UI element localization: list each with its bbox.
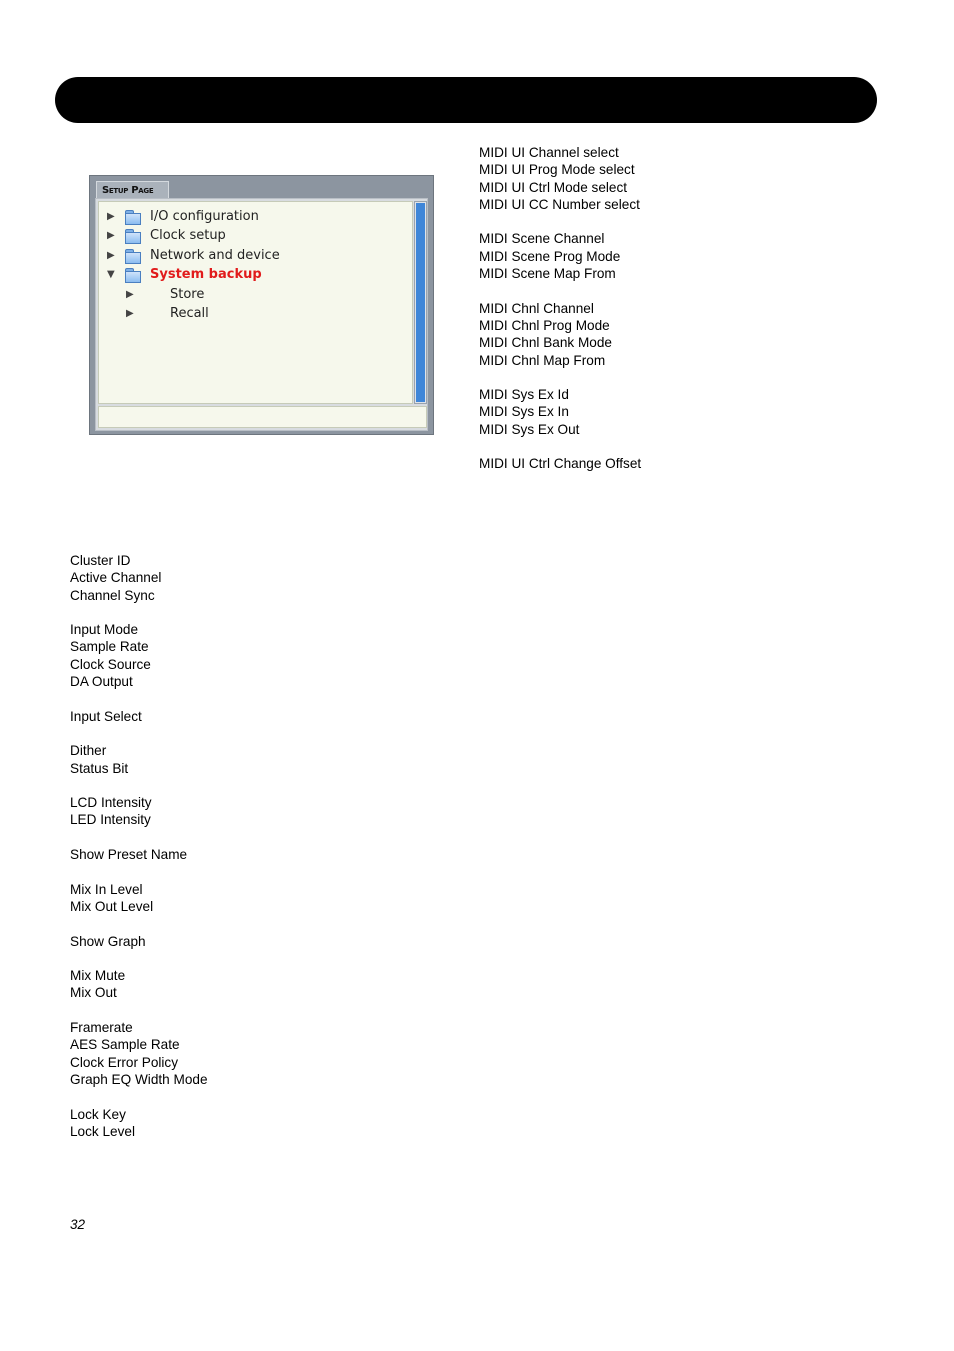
parameter-name: Graph EQ Width Mode (70, 1071, 208, 1087)
tree-item[interactable] (107, 265, 262, 284)
parameter-name: MIDI UI CC Number select (479, 196, 640, 212)
parameter-name: Mix Mute (70, 968, 126, 984)
tree-view (98, 201, 413, 404)
parameter-name: Lock Key (70, 1106, 126, 1122)
tree-item-label: Store (170, 287, 205, 302)
parameter-group (479, 455, 641, 472)
status-bar (98, 406, 427, 428)
parameter-group (70, 742, 208, 777)
folder-icon (125, 229, 141, 243)
parameter-name: Cluster ID (70, 553, 131, 568)
parameter-name: Active Channel (70, 570, 162, 586)
tree-item[interactable] (107, 246, 280, 265)
folder-icon (125, 210, 141, 224)
collapsed-arrow-icon[interactable]: ▶ (107, 250, 115, 261)
parameter-name: Channel Sync (70, 587, 155, 603)
parameter-name: Show Graph (70, 933, 146, 949)
parameter-group (70, 621, 208, 690)
tree-item-label: Recall (170, 306, 209, 321)
system-parameter-list (70, 552, 208, 1140)
parameter-group (479, 300, 641, 369)
parameter-group (70, 552, 208, 604)
collapsed-arrow-icon[interactable]: ▶ (126, 289, 134, 300)
parameter-name: Status Bit (70, 760, 129, 776)
parameter-group (70, 794, 208, 829)
parameter-group (70, 933, 208, 950)
parameter-name: Input Mode (70, 622, 139, 638)
parameter-name: MIDI Scene Prog Mode (479, 248, 621, 264)
folder-icon (125, 249, 141, 263)
parameter-group (70, 1106, 208, 1141)
parameter-name: MIDI Sys Ex Id (479, 387, 569, 403)
folder-icon (125, 268, 141, 282)
parameter-name: MIDI Scene Channel (479, 231, 605, 247)
collapsed-arrow-icon[interactable]: ▶ (107, 211, 115, 222)
parameter-name: AES Sample Rate (70, 1037, 180, 1053)
parameter-name: Clock Source (70, 656, 151, 672)
parameter-name: MIDI Chnl Channel (479, 300, 594, 316)
parameter-group (70, 881, 208, 916)
tree-item[interactable] (126, 304, 209, 323)
tree-item[interactable] (126, 285, 204, 304)
tree-scrollbar[interactable] (414, 201, 427, 404)
parameter-name: MIDI Chnl Bank Mode (479, 335, 612, 351)
tree-item[interactable] (107, 226, 226, 245)
parameter-name: MIDI Chnl Map From (479, 352, 606, 368)
parameter-name: Dither (70, 743, 107, 759)
setup-page-panel (95, 198, 428, 431)
parameter-name: LCD Intensity (70, 795, 152, 811)
parameter-name: Show Preset Name (70, 847, 188, 863)
parameter-name: Mix Out (70, 985, 117, 1001)
parameter-group (479, 386, 641, 438)
parameter-name: Mix Out Level (70, 898, 154, 914)
parameter-name: Clock Error Policy (70, 1054, 179, 1070)
chapter-header-bar (55, 77, 877, 123)
parameter-name: MIDI UI Prog Mode select (479, 162, 635, 178)
parameter-name: LED Intensity (70, 812, 151, 828)
scrollbar-thumb[interactable] (416, 203, 425, 402)
parameter-name: MIDI Sys Ex In (479, 404, 569, 420)
setup-page-window (89, 175, 434, 435)
parameter-name: MIDI Scene Map From (479, 266, 616, 282)
parameter-name: DA Output (70, 674, 133, 690)
parameter-name: Input Select (70, 708, 142, 724)
tree-item-label: Network and device (150, 248, 280, 263)
parameter-name: MIDI UI Channel select (479, 145, 619, 160)
tree-item[interactable] (107, 207, 259, 226)
parameter-group (70, 1019, 208, 1088)
expanded-arrow-icon[interactable]: ▼ (107, 269, 115, 280)
setup-page-tab[interactable]: Setup Page (96, 181, 169, 199)
tree-item-label: System backup (150, 267, 262, 282)
parameter-group (70, 708, 208, 725)
parameter-name: MIDI Sys Ex Out (479, 421, 580, 437)
collapsed-arrow-icon[interactable]: ▶ (126, 308, 134, 319)
parameter-name: Framerate (70, 1020, 133, 1036)
parameter-name: Sample Rate (70, 639, 149, 655)
parameter-group (479, 144, 641, 213)
tree-item-label: I/O configuration (150, 209, 259, 224)
page-number: 32 (70, 1217, 86, 1232)
parameter-name: Mix In Level (70, 881, 143, 897)
midi-parameter-list (479, 144, 641, 473)
tree-item-label: Clock setup (150, 228, 226, 243)
collapsed-arrow-icon[interactable]: ▶ (107, 230, 115, 241)
parameter-group (70, 967, 208, 1002)
parameter-name: MIDI UI Ctrl Change Offset (479, 456, 642, 472)
parameter-name: Lock Level (70, 1123, 135, 1139)
parameter-name: MIDI UI Ctrl Mode select (479, 179, 628, 195)
parameter-group (70, 846, 208, 863)
parameter-group (479, 230, 641, 282)
parameter-name: MIDI Chnl Prog Mode (479, 317, 610, 333)
